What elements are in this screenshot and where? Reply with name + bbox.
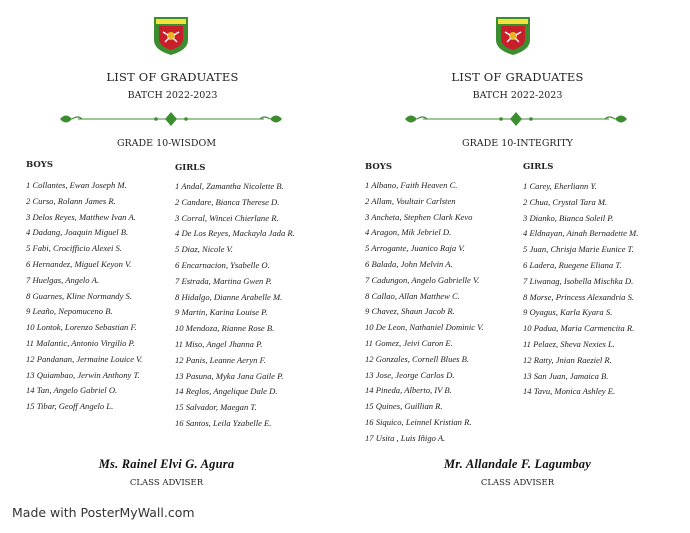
girls-heading: GIRLS xyxy=(175,163,206,173)
list-item: 4 Dadang, Joaquin Miguel B. xyxy=(26,227,129,238)
list-item: 2 Candare, Bianca Therese D. xyxy=(175,196,280,207)
list-item: 6 Balada, John Melvin A. xyxy=(365,258,453,269)
list-item: 14 Reglos, Angelique Dale D. xyxy=(175,386,278,397)
boys-heading: BOYS xyxy=(365,162,392,172)
list-item: 8 Callao, Allan Matthew C. xyxy=(365,290,460,301)
list-item: 9 Chavez, Shaun Jacob R. xyxy=(365,306,455,317)
list-item: 8 Guarnes, Kline Normandy S. xyxy=(26,290,132,301)
list-item: 14 Pineda, Alberto, IV B. xyxy=(365,385,452,396)
list-item: 2 Allam, Voultair Carlsten xyxy=(365,195,456,206)
list-item: 12 Panis, Leanne Aeryn F. xyxy=(175,354,266,365)
graduates-panel-integrity xyxy=(345,0,690,500)
list-item: 3 Dianko, Bianca Soleil P. xyxy=(523,212,614,223)
list-item: 5 Fabi, Crocifficio Alexei S. xyxy=(26,243,122,254)
batch-label: BATCH 2022-2023 xyxy=(472,90,563,101)
list-item: 15 Quines, Guillian R. xyxy=(365,401,443,412)
boys-heading: BOYS xyxy=(26,160,53,170)
list-item: 5 Arrogante, Juanico Raja V. xyxy=(365,243,465,254)
school-seal-icon xyxy=(493,14,533,56)
ornament-divider-icon xyxy=(401,108,631,130)
list-item: 12 Pandanan, Jermaine Louice V. xyxy=(26,353,143,364)
adviser-signature: Mr. Allandale F. Lagumbay xyxy=(443,457,592,471)
list-item: 13 Pasuna, Myka Jana Gaile P. xyxy=(175,370,284,381)
girls-list xyxy=(523,179,638,400)
list-item: 11 Miso, Angel Jhanna P. xyxy=(175,338,263,349)
list-item: 1 Albano, Faith Heaven C. xyxy=(365,180,458,190)
list-item: 14 Tan, Angelo Gabriel O. xyxy=(26,385,118,396)
adviser-role: CLASS ADVISER xyxy=(129,478,204,488)
postermywall-watermark: Made with PosterMyWall.com xyxy=(12,505,195,520)
list-item: 7 Huelgas, Angelo A. xyxy=(26,274,99,285)
list-item: 3 Delos Reyes, Matthew Ivan A. xyxy=(26,211,136,222)
list-item: 1 Carey, Eherliann Y. xyxy=(523,181,597,191)
list-item: 12 Gonzales, Cornell Blues B. xyxy=(365,353,470,364)
list-item: 15 Salvador, Maegan T. xyxy=(175,402,257,413)
list-item: 7 Estrada, Martina Gwen P. xyxy=(175,275,272,286)
list-item: 8 Morse, Princess Alexandria S. xyxy=(523,291,635,302)
list-item: 4 Eldnayan, Ainah Bernadette M. xyxy=(523,228,639,239)
adviser-signature: Ms. Rainel Elvi G. Agura xyxy=(98,457,235,471)
list-item: 10 Lontok, Lorenzo Sebastian F. xyxy=(26,322,137,333)
list-item: 9 Oyagus, Karla Kyara S. xyxy=(523,307,613,318)
list-item: 10 Padua, Maria Carmencita R. xyxy=(523,323,635,334)
list-item: 14 Tavu, Monica Ashley E. xyxy=(523,386,616,397)
girls-list xyxy=(175,179,295,432)
list-item: 3 Corral, Wincei Chierlane R. xyxy=(175,212,279,223)
list-item: 15 Tibar, Geoff Angelo L. xyxy=(26,401,114,412)
list-item: 16 Siquico, Leinnel Kristian R. xyxy=(365,416,472,427)
boys-list xyxy=(26,178,142,415)
list-item: 10 Mendoza, Rianne Rose B. xyxy=(175,323,275,334)
graduates-panel-wisdom xyxy=(0,0,345,500)
list-item: 11 Pelaez, Sheva Nexies L. xyxy=(523,338,615,349)
list-item: 4 De Los Reyes, Mackayla Jada R. xyxy=(175,228,295,239)
list-item: 5 Juan, Chrisja Marie Eunice T. xyxy=(523,244,634,255)
list-item: 7 Liwanag, Isobella Mischka D. xyxy=(523,275,634,286)
list-item: 3 Ancheta, Stephen Clark Kevo xyxy=(365,211,473,222)
list-item: 13 Jose, Jeorge Carlos D. xyxy=(365,369,455,380)
list-item: 13 Quiambao, Jerwin Anthony T. xyxy=(26,369,140,380)
list-item: 9 Martin, Karina Louise P. xyxy=(175,307,268,318)
list-item: 17 Usita , Luis Iñigo A. xyxy=(365,432,446,443)
list-item: 11 Malantic, Antonio Virgilio P. xyxy=(26,337,135,348)
list-item: 6 Hernandez, Miguel Keyon V. xyxy=(26,258,132,269)
batch-label: BATCH 2022-2023 xyxy=(127,90,218,101)
list-title: LIST OF GRADUATES xyxy=(451,70,584,84)
girls-heading: GIRLS xyxy=(523,162,554,172)
school-seal-icon xyxy=(151,14,191,56)
list-item: 1 Andal, Zamantha Nicolette B. xyxy=(175,181,284,191)
list-item: 2 Curso, Rolann James R. xyxy=(26,195,116,206)
list-item: 9 Leaño, Nepomuceno B. xyxy=(26,306,113,317)
list-item: 5 Diaz, Nicole V. xyxy=(175,244,233,255)
adviser-role: CLASS ADVISER xyxy=(480,478,555,488)
list-title: LIST OF GRADUATES xyxy=(106,70,239,84)
list-item: 16 Santos, Leila Yzabelle E. xyxy=(175,417,272,428)
list-item: 6 Encarnacion, Ysabelle O. xyxy=(175,259,270,270)
list-item: 1 Collantes, Ewan Joseph M. xyxy=(26,180,127,190)
list-item: 13 San Juan, Jamaica B. xyxy=(523,370,609,381)
list-item: 2 Chua, Crystal Tara M. xyxy=(523,196,608,207)
ornament-divider-icon xyxy=(56,108,286,130)
list-item: 7 Cadungon, Angelo Gabrielle V. xyxy=(365,274,480,285)
list-item: 6 Ladera, Ruegene Eliana T. xyxy=(523,259,622,270)
list-item: 4 Aragon, Mik Jebriel D. xyxy=(365,227,452,238)
list-item: 12 Ratty, Jnian Raeziel R. xyxy=(523,354,612,365)
list-item: 10 De Leon, Nathaniel Dominic V. xyxy=(365,322,484,333)
list-item: 11 Gomez, Jeivi Caron E. xyxy=(365,337,453,348)
grade-section-title: GRADE 10-WISDOM xyxy=(116,138,217,149)
boys-list xyxy=(365,178,483,447)
grade-section-title: GRADE 10-INTEGRITY xyxy=(462,138,573,149)
list-item: 8 Hidalgo, Dianne Arabelle M. xyxy=(175,291,283,302)
